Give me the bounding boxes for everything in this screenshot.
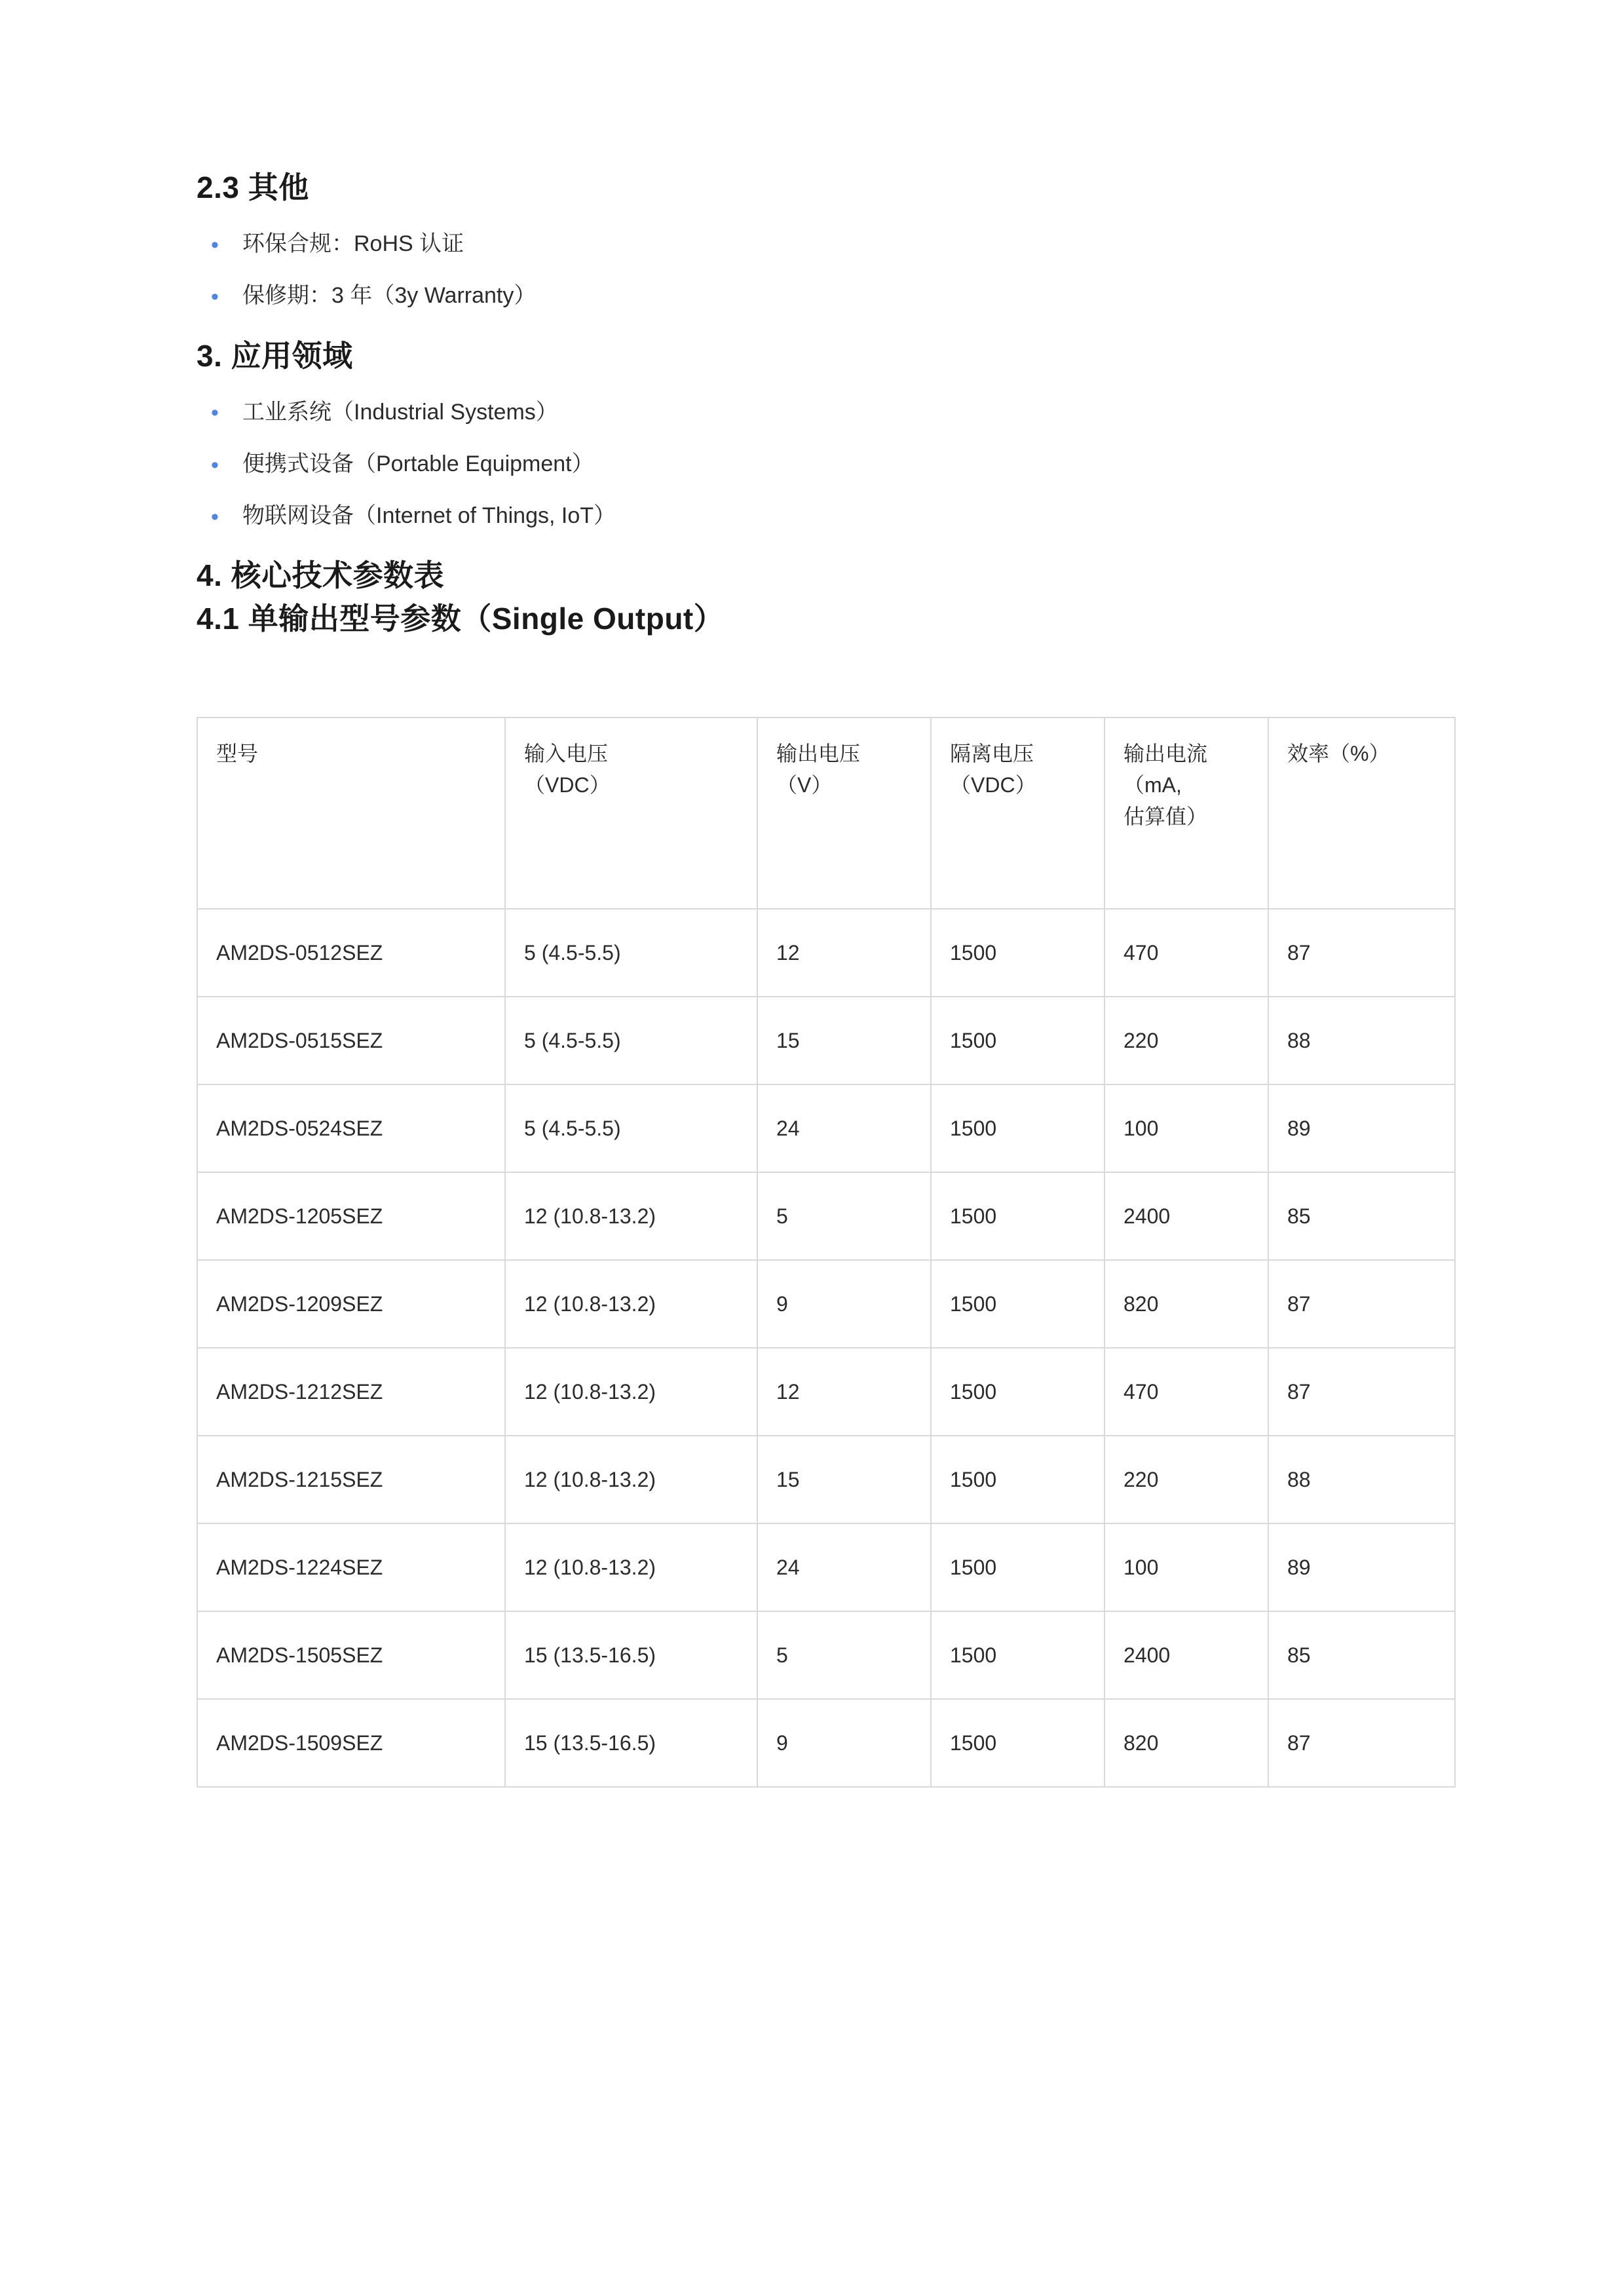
cell-output-current: 2400 xyxy=(1105,1611,1268,1699)
cell-output-voltage: 12 xyxy=(757,909,931,997)
column-header-input-voltage: 输入电压 （VDC） xyxy=(505,718,757,909)
list-item-label: 物联网设备（Internet of Things, IoT） xyxy=(242,503,616,529)
bullet-dot-icon: • xyxy=(211,452,219,478)
bullet-dot-icon: • xyxy=(211,400,219,426)
cell-efficiency: 89 xyxy=(1268,1523,1455,1611)
cell-output-current: 100 xyxy=(1105,1084,1268,1172)
list-item-label: 环保合规：RoHS 认证 xyxy=(242,231,464,256)
cell-input-voltage: 12 (10.8-13.2) xyxy=(505,1436,757,1523)
cell-efficiency: 89 xyxy=(1268,1084,1455,1172)
cell-input-voltage: 5 (4.5-5.5) xyxy=(505,1084,757,1172)
cell-output-voltage: 5 xyxy=(757,1611,931,1699)
cell-input-voltage: 12 (10.8-13.2) xyxy=(505,1523,757,1611)
column-header-isolation-voltage: 隔离电压 （VDC） xyxy=(931,718,1105,909)
table-row xyxy=(197,997,1455,1084)
cell-output-current: 470 xyxy=(1105,1348,1268,1436)
cell-isolation-voltage: 1500 xyxy=(931,1172,1105,1260)
list-item-label: 便携式设备（Portable Equipment） xyxy=(242,451,594,476)
cell-output-current: 220 xyxy=(1105,1436,1268,1523)
cell-output-voltage: 24 xyxy=(757,1084,931,1172)
cell-input-voltage: 15 (13.5-16.5) xyxy=(505,1611,757,1699)
cell-output-current: 820 xyxy=(1105,1699,1268,1787)
cell-isolation-voltage: 1500 xyxy=(931,1084,1105,1172)
cell-input-voltage: 12 (10.8-13.2) xyxy=(505,1172,757,1260)
column-header-efficiency: 效率（%） xyxy=(1268,718,1455,909)
other-list xyxy=(197,228,1427,313)
column-header-output-voltage: 输出电压 （V） xyxy=(757,718,931,909)
cell-efficiency: 87 xyxy=(1268,1260,1455,1348)
table-row xyxy=(197,1172,1455,1260)
list-item xyxy=(197,500,1427,532)
bullet-dot-icon: • xyxy=(211,504,219,529)
cell-input-voltage: 5 (4.5-5.5) xyxy=(505,909,757,997)
cell-output-voltage: 15 xyxy=(757,997,931,1084)
cell-model: AM2DS-1209SEZ xyxy=(197,1260,505,1348)
cell-model: AM2DS-0515SEZ xyxy=(197,997,505,1084)
list-item-label: 保修期：3 年（3y Warranty） xyxy=(242,283,537,309)
column-header-output-current: 输出电流 （mA, 估算值） xyxy=(1105,718,1268,909)
cell-efficiency: 85 xyxy=(1268,1172,1455,1260)
cell-output-voltage: 15 xyxy=(757,1436,931,1523)
cell-model: AM2DS-0512SEZ xyxy=(197,909,505,997)
section-heading-specs: 4. 核心技术参数表 xyxy=(197,558,445,593)
cell-output-current: 220 xyxy=(1105,997,1268,1084)
cell-isolation-voltage: 1500 xyxy=(931,1436,1105,1523)
table-row xyxy=(197,909,1455,997)
cell-isolation-voltage: 1500 xyxy=(931,1348,1105,1436)
cell-efficiency: 87 xyxy=(1268,1699,1455,1787)
list-item xyxy=(197,448,1427,480)
cell-output-current: 820 xyxy=(1105,1260,1268,1348)
table-row xyxy=(197,1084,1455,1172)
cell-model: AM2DS-0524SEZ xyxy=(197,1084,505,1172)
column-header-model: 型号 xyxy=(197,718,505,909)
cell-model: AM2DS-1509SEZ xyxy=(197,1699,505,1787)
cell-isolation-voltage: 1500 xyxy=(931,997,1105,1084)
bullet-dot-icon: • xyxy=(211,284,219,309)
list-item xyxy=(197,396,1427,429)
cell-model: AM2DS-1505SEZ xyxy=(197,1611,505,1699)
table-header-row xyxy=(197,718,1455,909)
cell-efficiency: 85 xyxy=(1268,1611,1455,1699)
cell-output-current: 2400 xyxy=(1105,1172,1268,1260)
cell-isolation-voltage: 1500 xyxy=(931,1611,1105,1699)
cell-model: AM2DS-1212SEZ xyxy=(197,1348,505,1436)
cell-efficiency: 88 xyxy=(1268,1436,1455,1523)
cell-input-voltage: 15 (13.5-16.5) xyxy=(505,1699,757,1787)
cell-efficiency: 87 xyxy=(1268,1348,1455,1436)
spec-table xyxy=(197,717,1456,1788)
cell-input-voltage: 12 (10.8-13.2) xyxy=(505,1348,757,1436)
applications-list xyxy=(197,396,1427,533)
table-row xyxy=(197,1611,1455,1699)
bullet-dot-icon: • xyxy=(211,232,219,258)
list-item xyxy=(197,280,1427,312)
cell-model: AM2DS-1224SEZ xyxy=(197,1523,505,1611)
cell-isolation-voltage: 1500 xyxy=(931,909,1105,997)
section-subheading-single-output: 4.1 单输出型号参数（Single Output） xyxy=(197,602,725,636)
cell-output-voltage: 12 xyxy=(757,1348,931,1436)
cell-isolation-voltage: 1500 xyxy=(931,1699,1105,1787)
cell-input-voltage: 12 (10.8-13.2) xyxy=(505,1260,757,1348)
cell-output-current: 100 xyxy=(1105,1523,1268,1611)
cell-efficiency: 88 xyxy=(1268,997,1455,1084)
cell-output-voltage: 9 xyxy=(757,1699,931,1787)
cell-output-voltage: 5 xyxy=(757,1172,931,1260)
section-heading-applications: 3. 应用领域 xyxy=(197,338,353,373)
cell-output-voltage: 9 xyxy=(757,1260,931,1348)
cell-model: AM2DS-1205SEZ xyxy=(197,1172,505,1260)
list-item xyxy=(197,228,1427,260)
section-heading-other: 2.3 其他 xyxy=(197,170,309,204)
table-row xyxy=(197,1260,1455,1348)
table-row xyxy=(197,1523,1455,1611)
cell-isolation-voltage: 1500 xyxy=(931,1523,1105,1611)
cell-model: AM2DS-1215SEZ xyxy=(197,1436,505,1523)
table-row xyxy=(197,1436,1455,1523)
table-row xyxy=(197,1699,1455,1787)
cell-efficiency: 87 xyxy=(1268,909,1455,997)
cell-isolation-voltage: 1500 xyxy=(931,1260,1105,1348)
list-item-label: 工业系统（Industrial Systems） xyxy=(242,399,558,425)
cell-output-voltage: 24 xyxy=(757,1523,931,1611)
cell-output-current: 470 xyxy=(1105,909,1268,997)
table-body xyxy=(197,909,1455,1787)
cell-input-voltage: 5 (4.5-5.5) xyxy=(505,997,757,1084)
table-row xyxy=(197,1348,1455,1436)
